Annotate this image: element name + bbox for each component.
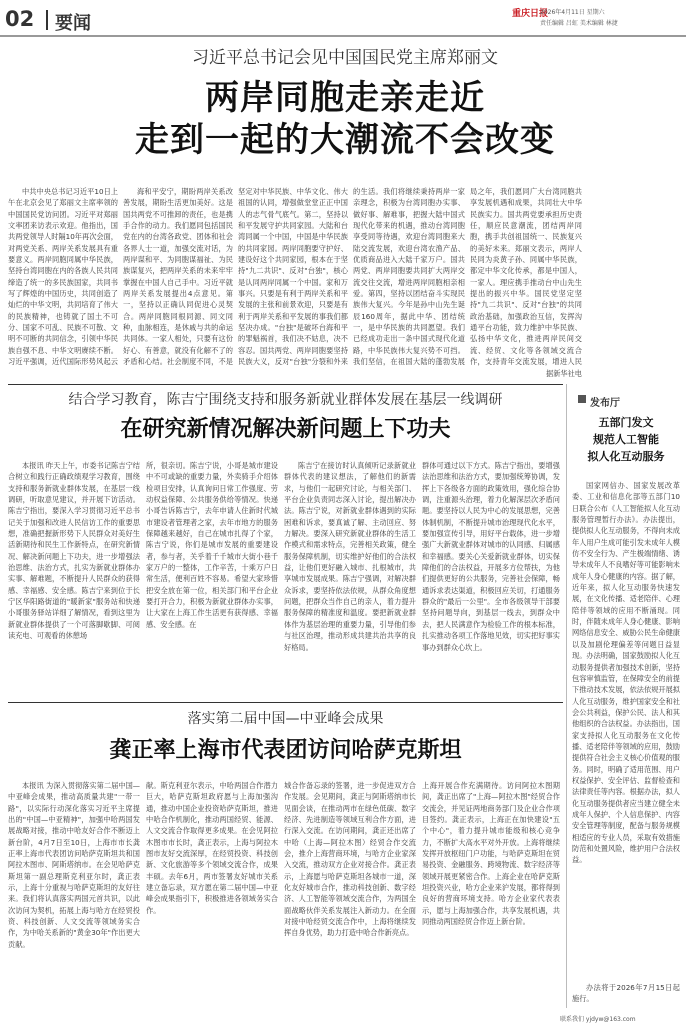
- article2-col3-text: 陈吉宁在接访时认真倾听记录新就业群体代表的建议想法，了解他们的新需求，与他们一起研究讨论，与相关部门、平台企业负责同志深入讨论，提出解决办法。陈吉宁说，对新就业群体遇到的实际困难和诉求，要真诚了解、主动回应、努力解决。要深入研究新就业群体的生活工作模式和需求特点，完善相关政策，健全服务保障机制，切实维护好他们的合法权益，让他们更好融入城市、扎根城市，共享城市发展成果。陈吉宁强调，对解决群众诉求，要坚持依法依规，从群众角度想问题，把群众当作自己的亲人，着力提升服务保障的精准度和温度。要把新就业群体作为基层治理的重要力量，引导他们参与社区治理，推动形成共建共治共享的良好格局。: [284, 461, 416, 652]
- article3-col4: [422, 780, 560, 1008]
- article1-col4: [353, 186, 465, 366]
- sidebar-end: [572, 982, 680, 1006]
- article1-kicker: 习近平总书记会见中国国民党主席郑丽文: [192, 48, 498, 68]
- section-name: 要闻: [55, 13, 91, 34]
- article1-col1: [8, 186, 118, 366]
- article2-col3: [284, 460, 416, 675]
- article2-subtitle: 结合学习教育，陈吉宁围绕支持和服务新就业群体发展在基层一线调研: [68, 392, 503, 408]
- page-footer: [0, 1012, 686, 1024]
- article3-col2: [146, 780, 278, 1008]
- article3-col3-text: 城合作备忘录的签署，进一步促进双方合作发展。会见期间，龚正与阿斯塔纳市长见面会谈，在推动两市在绿色低碳、数字经济、先进制造等领域互利合作方面，进行深入交流。在访问期间，龚正还出席了中哈（上海—阿拉木图）经贸合作交流会，推介上海营商环境，与哈方企业家深入交流，推动双方企业对接合作。龚正表示，上海愿与哈萨克斯坦各城市一道，深化友好城市合作，推动科技创新、数字经济、人工智能等领域交流合作，为两国全面战略伙伴关系发展注入新动力。在全面对接中哈经贸交流合作中，上海将继续发挥自身优势，助力打造中哈合作新亮点。: [284, 781, 416, 938]
- header-rule: [0, 35, 686, 37]
- article2-col2-text: 所，很亲切。陈吉宁说，小哥是城市建设中不可或缺的重要力量，外卖骑手介绍体检项目安排，认真询问日常工作强度、劳动权益保障、公共服务供给等情况。快递小哥告诉陈吉宁，去年申请人住新时代城市建设者管理者之家，去年市地方的服务保障越来越好，自己在城市扎得了个家，陈吉宁说，你们是城市发展的重要建设者，参与者，关乎着千千城市大街小巷千家万户的一整体，工作辛苦，十乘万户日常生活，便利百姓不容易。希望大家珍惜把安全放在第一位，相关部门和平台企业要打开合力，积极为新就业群体办实事，让大家在上海工作生活更有获得感、幸福感、安全感。在: [146, 461, 278, 629]
- sidebar-body-text: 国家网信办、国家发展改革委、工业和信息化部等五部门10日联合公布《人工智能拟人化互动服务管理暂行办法》。办法提出，提供拟人化互动服务，不得向未成年人用户生成可能引发未成年人模仿不安全行为、产生极端情绪、诱导未成年人不良嗜好等可能影响未成年人身心健康的内容。据了解，近年来，拟人化互动服务快速发展，在文化传播、适老陪伴、心理陪伴等领域的应用不断涌现。同时，伴随未成年人身心健康、影响网络信息安全、威胁公民生命健康以及加剧伦理偏差等问题日益显现。办法明确，国家鼓励拟人化互动服务提供者加强技术创新，坚持包容审慎监管，在保障安全的前提下推动技术发展，依法依规开展拟人化互动服务，维护国家安全和社会公共利益，保护公民、法人和其他组织的合法权益。办法指出，国家支持拟人化互动服务在文化传播、适老陪伴等领域的应用，鼓励提供符合社会主义核心价值观的服务。同时，明确了适用范围、用户权益保护、安全评估、监督检查和法律责任等内容。根据办法，拟人化互动服务提供者应当建立健全未成年人保护、个人信息保护、内容安全管理等制度，配备与服务规模相适应的专业人员，采取有效措施防范和处置风险，维护用户合法权益。: [572, 481, 680, 865]
- sidebar-section-label: 发布厅: [590, 398, 620, 409]
- article2-col1: [8, 460, 140, 675]
- article3-col2-text: 献。斯克利亚尔表示，中哈两国合作潜力巨大，哈萨克斯坦政府愿与上海加强沟通，推动中国企业投资哈萨克斯坦，推进中哈合作机制化，推动两国经贸、能源、人文交流合作取得更多成果。在会见阿拉木图市市长时，龚正表示，上海与阿拉木图市友好交流深厚，在经贸投资、科技创新、文化旅游等多个领域交流合作，成果丰硕。去年6月，两市签署友好城市关系建立备忘录，双方愿在第二届中国—中亚峰会成果指引下，积极推进各领域务实合作。: [146, 781, 278, 915]
- page-header: [0, 0, 686, 36]
- article2-top-rule: [8, 384, 563, 385]
- article1-col3: [238, 186, 348, 366]
- article2-col2: [146, 460, 278, 675]
- sidebar-source: [572, 1005, 680, 1006]
- article2-col4-text: 群体可通过以下方式。陈吉宁指出，要增强法治思维和法治方式，要加强统筹协调，发挥上下各级各方面的政策效用，强化综合协调，注重源头治理，着力化解深层次矛盾问题。要坚持以人民为中心的发展思想，完善体制机制，不断提升城市治理现代化水平，要加强宣传引导，用好平台载体，进一步增强广大新就业群体对城市的认同感、归属感和幸福感。要关心关爱新就业群体，切实保障他们的合法权益，开展多方位帮扶，为他们提供更好的公共服务，完善社会保障，畅通诉求表达渠道，积极回应关切，打通服务群众的"最后一公里"。全市各级领导干部要坚持问题导向，到基层一线去，到群众中去，把人民满意作为检验工作的根本标准，扎实推动各项工作落地见效，切实把好事实事办到群众心坎上。: [422, 461, 560, 652]
- article1-col5: [470, 186, 582, 366]
- sidebar-divider: [566, 384, 567, 1008]
- article1-col2-text: 海和平安宁，期盼两岸关系改善发展，期盼生活更加美好。这是国共两党不可推卸的责任，也是携手合作的动力。我们愿同包括国民党在内的台湾各政党、团体和社会各界人士一道，加强交流对话，为两岸谋和平、为同胞谋福祉、为民族谋复兴，把两岸关系的未来牢牢掌握在中国人自己手中。习近平就两岸关系发展提出4点意见。第一，坚持以正确认同促进心灵契合。两岸同胞同根同源、同文同种，血脉相连，是休戚与共的命运共同体。一家人相处，只要有这份好心、有善意，就没有化解不了的矛盾和心结。社会制度不同，不是: [123, 187, 233, 366]
- sidebar-title-line3: 拟人化互动服务: [587, 450, 665, 463]
- sidebar-body: [572, 480, 680, 980]
- article1-col3-text: 坚定对中华民族、中华文化、伟大祖国的认同，增强做堂堂正正中国人的志气骨气底气。第二，坚持以和平发展守护共同家园。大陆和台湾同属一个中国，中国是中华民族的共同家园。两岸同胞要守护好、建设好这个共同家园，根本在于坚持"九二共识"、反对"台独"，核心是认同两岸同属一个中国。家和万事兴。只要是有利于两岸关系和平发展的主张和前景欢迎，只要是有利于两岸关系和平发展的事我们都坚决办成。"台独"是破坏台海和平的罪魁祸首，我们决不姑息，决不容忍。国共两党、两岸同胞要坚持民族大义，反对"台独"分裂和外来: [238, 187, 348, 366]
- article3-col1: [8, 780, 140, 1008]
- page-number: 02: [5, 7, 35, 31]
- article1-source: 据新华社电: [546, 369, 582, 378]
- article1-headline-line2: 走到一起的大潮流不会改变: [135, 120, 555, 160]
- article2-headline: 在研究新情况解决新问题上下功夫: [120, 416, 451, 442]
- article3-col1-text: 本报讯 为深入贯彻落实第二届中国—中亚峰会成果，推动高质量共建"一带一路"，以实际行动深化落实习近平主席提出的"中国—中亚精神"，加强中哈两国发展战略对接，推动中哈友好合作不断迈上新台阶，4月7日至10日，上海市市长龚正率上海市代表团访问哈萨克斯坦共和国阿拉木图市、阿斯塔纳市。在会见哈萨克斯坦第一副总理斯克利亚尔时，龚正表示，上海十分重视与哈萨克斯坦的友好往来。我们将认真落实两国元首共识，以此次访问为契机，拓展上海与哈方在经贸投资、科技创新、人文交流等领域务实合作，为中哈关系新的"黄金30年"作出更大贡献。: [8, 781, 140, 949]
- newspaper-logo: 重庆日报: [512, 9, 549, 19]
- article1-headline-line1: 两岸同胞走亲走近: [205, 78, 485, 118]
- article1-col2: [123, 186, 233, 366]
- article1-col1-text: 中共中央总书记习近平10日上午在北京会见了郑丽文主席率领的中国国民党访问团。习近平对郑丽文率团来访表示欢迎。他指出，国共两党领导人时隔10年再次会面，对两党关系、两岸关系发展具有重要意义。两岸同胞同属中华民族，坚持台湾同胞在内的各族人民共同缔造了统一的多民族国家，共同书写了辉煌的中国历史，共同创造了灿烂的中华文明，共同培育了伟大的民族精神，也铸就了国土不可分、国家不可乱、民族不可散、文明不可断的共同信念，引领中华民族自强不息、中华文明赓续不断。习近平强调，近代国际形势风起云: [8, 187, 118, 366]
- article1-col5-text: 局之年，我们愿同广大台湾同胞共享发展机遇和成果，共同壮大中华民族实力。国共两党要承担历史责任，顺应民意潮流，团结两岸同胞，携手共创祖国统一、民族复兴的美好未来。郑丽文表示，两岸人民同为炎黄子孙、同属中华民族，都定中华文化传承，都是中国人，一家人。理应携手推动台中山先生提出的振兴中华。国民党坚定坚持"九二共识"、反对"台独"的共同政治基础，加强政治互信，发挥沟通平台功能，致力维护中华民族、弘扬中华文化，推进两岸民间交流、经贸、文化等各领域交流合作，支持青年交流发展，增进人民: [470, 187, 582, 366]
- article3-col3: [284, 780, 416, 1008]
- footer-contact: 联系我们 yjdyw@163.com: [560, 1016, 636, 1023]
- issue-date: 2026年4月11日 星期六: [540, 9, 605, 16]
- header-divider: [46, 10, 48, 30]
- article3-col4-text: 上海开展合作充满期待。访问阿拉木图期间，龚正出席了"上海—阿拉木图"经贸合作交流会，并见证两地商务部门及企业合作项目签约。龚正表示，上海正在加快建设"五个中心"，着力提升城市能级和核心竞争力，不断扩大高水平对外开放。上海将继续发挥开放枢纽门户功能，与哈萨克斯坦在贸易投资、金融服务、跨境物流、数字经济等领域开展更紧密合作。上海企业在哈萨克斯坦投资兴业，哈方企业来沪发展，都将得到良好的营商环境支持。哈方企业家代表表示，愿与上海加强合作，共享发展机遇，共同推动两国经贸合作迈上新台阶。: [422, 781, 560, 927]
- article2-col1-text: 本报讯 昨天上午，市委书记陈吉宁结合树立和践行正确政绩观学习教育，围绕支持和服务新就业群体发展，在基层一线调研，听取意见建议，并开展下访活动。陈吉宁指出，要深入学习贯彻习近平总书记关于加强和改进人民信访工作的重要思想，准确把握新形势下人民群众对美好生活新期待和民生工作新特点，在研究新情况、解决新问题上下功夫，进一步增强法治思维、法治方式，扎实为新就业群体办实事、解难题，不断提升人民群众的获得感、幸福感、安全感。陈吉宁来到位于长宁区华阳路街道的"暖新家"服务站和快递小哥服务驿站详细了解情况，看到这里为新就业群体提供了一个可落脚歇脚、可阅读充电、可观看的休憩场: [8, 461, 140, 641]
- article2-col4: [422, 460, 560, 675]
- section-square-icon: [578, 395, 586, 403]
- sidebar-effective: 办法将于2026年7月15日起施行。: [572, 983, 680, 1004]
- editors-line: 责任编辑 吕虹 美术编辑 林捷: [540, 20, 618, 27]
- article1-col4-text: 的生活。我们将继续秉持两岸一家亲理念，积极为台湾同胞办实事、做好事、解难事，把握大陆中国式现代化带来的机遇，推动台湾同胞享受同等待遇，欢迎台湾同胞来大陆交流发展，欢迎台湾农渔产品、优质商品进入大陆千家万户。国共两党、两岸同胞要共同扩大两岸交流交往交流，增进两岸同胞相亲相爱。第四，坚持以团结奋斗实现民族伟大复兴。今年是孙中山先生诞辰160周年，据此中华、团结统一，是中华民族的共同愿望。我们已经成功走出一条中国式现代化道路，中华民族伟大复兴势不可挡。我们坚信，在祖国大陆的蓬勃发展: [353, 187, 465, 366]
- article3-top-rule: [8, 702, 563, 703]
- sidebar-title-line2: 规范人工智能: [593, 433, 659, 446]
- article3-headline: 龚正率上海市代表团访问哈萨克斯坦: [109, 737, 462, 763]
- sidebar-title: [566, 414, 686, 465]
- article3-subtitle: 落实第二届中国—中亚峰会成果: [187, 711, 384, 727]
- article1-source-wrap: [470, 368, 582, 380]
- sidebar-title-line1: 五部门发文: [598, 416, 654, 429]
